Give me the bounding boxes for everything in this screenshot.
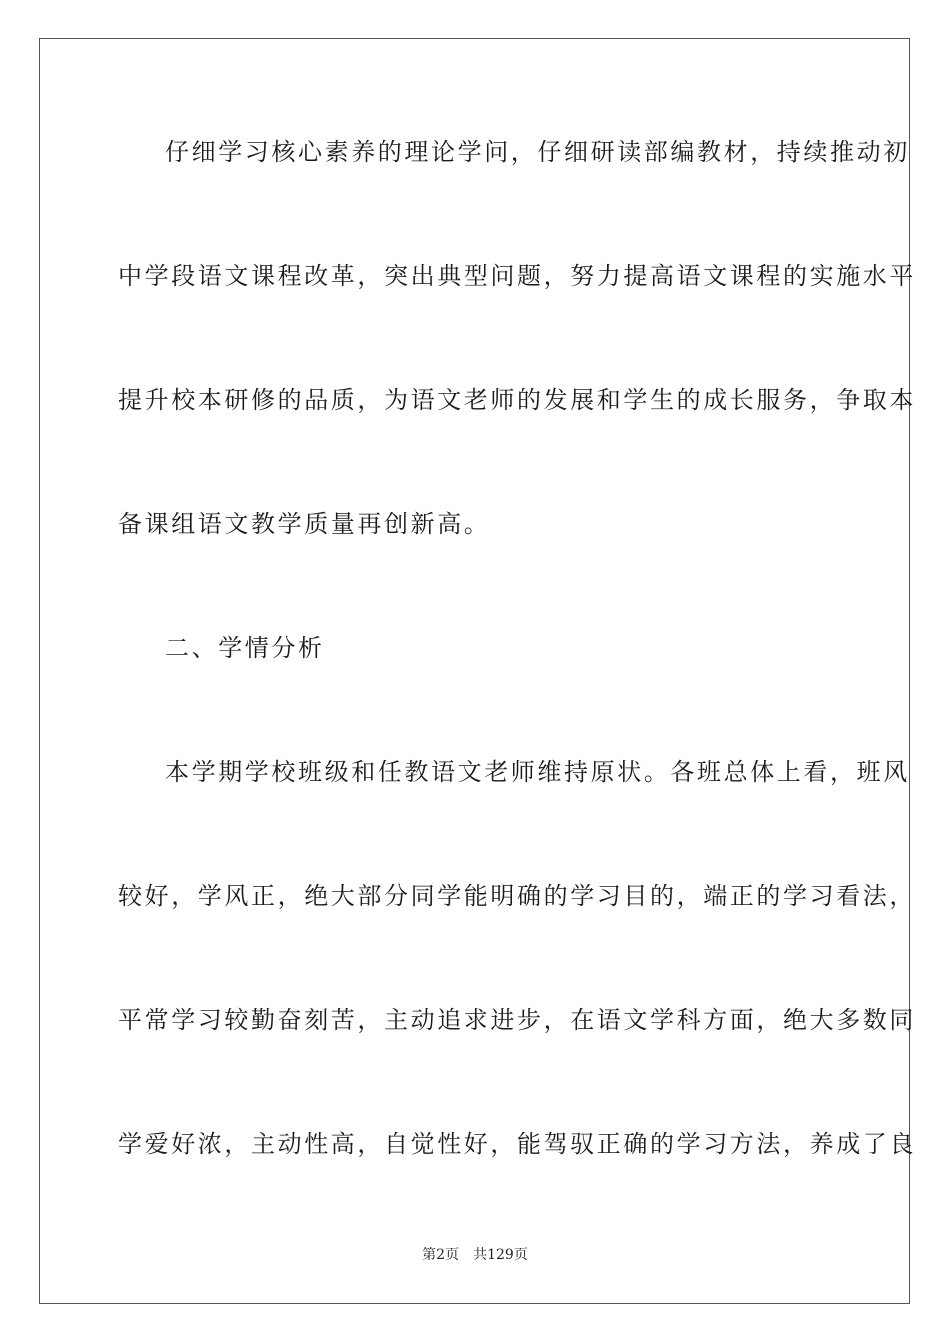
paragraph-line: 备课组语文教学质量再创新高。 bbox=[118, 510, 491, 538]
page-frame bbox=[39, 38, 910, 1304]
paragraph-line: 学爱好浓，主动性高，自觉性好，能驾驭正确的学习方法，养成了良 bbox=[118, 1130, 916, 1158]
paragraph-line: 较好，学风正，绝大部分同学能明确的学习目的，端正的学习看法， bbox=[118, 882, 916, 910]
page-number: 第2页 bbox=[422, 1247, 460, 1263]
page-footer bbox=[0, 1246, 950, 1264]
paragraph-line: 平常学习较勤奋刻苦，主动追求进步，在语文学科方面，绝大多数同 bbox=[118, 1006, 916, 1034]
paragraph-line: 仔细学习核心素养的理论学问，仔细研读部编教材，持续推动初 bbox=[165, 138, 910, 166]
paragraph-line: 提升校本研修的品质，为语文老师的发展和学生的成长服务，争取本 bbox=[118, 386, 916, 414]
paragraph-line: 中学段语文课程改革，突出典型问题，努力提高语文课程的实施水平 bbox=[118, 262, 916, 290]
paragraph-line: 本学期学校班级和任教语文老师维持原状。各班总体上看，班风 bbox=[165, 758, 910, 786]
page-total: 共129页 bbox=[473, 1247, 528, 1263]
section-heading: 二、学情分析 bbox=[165, 634, 325, 662]
